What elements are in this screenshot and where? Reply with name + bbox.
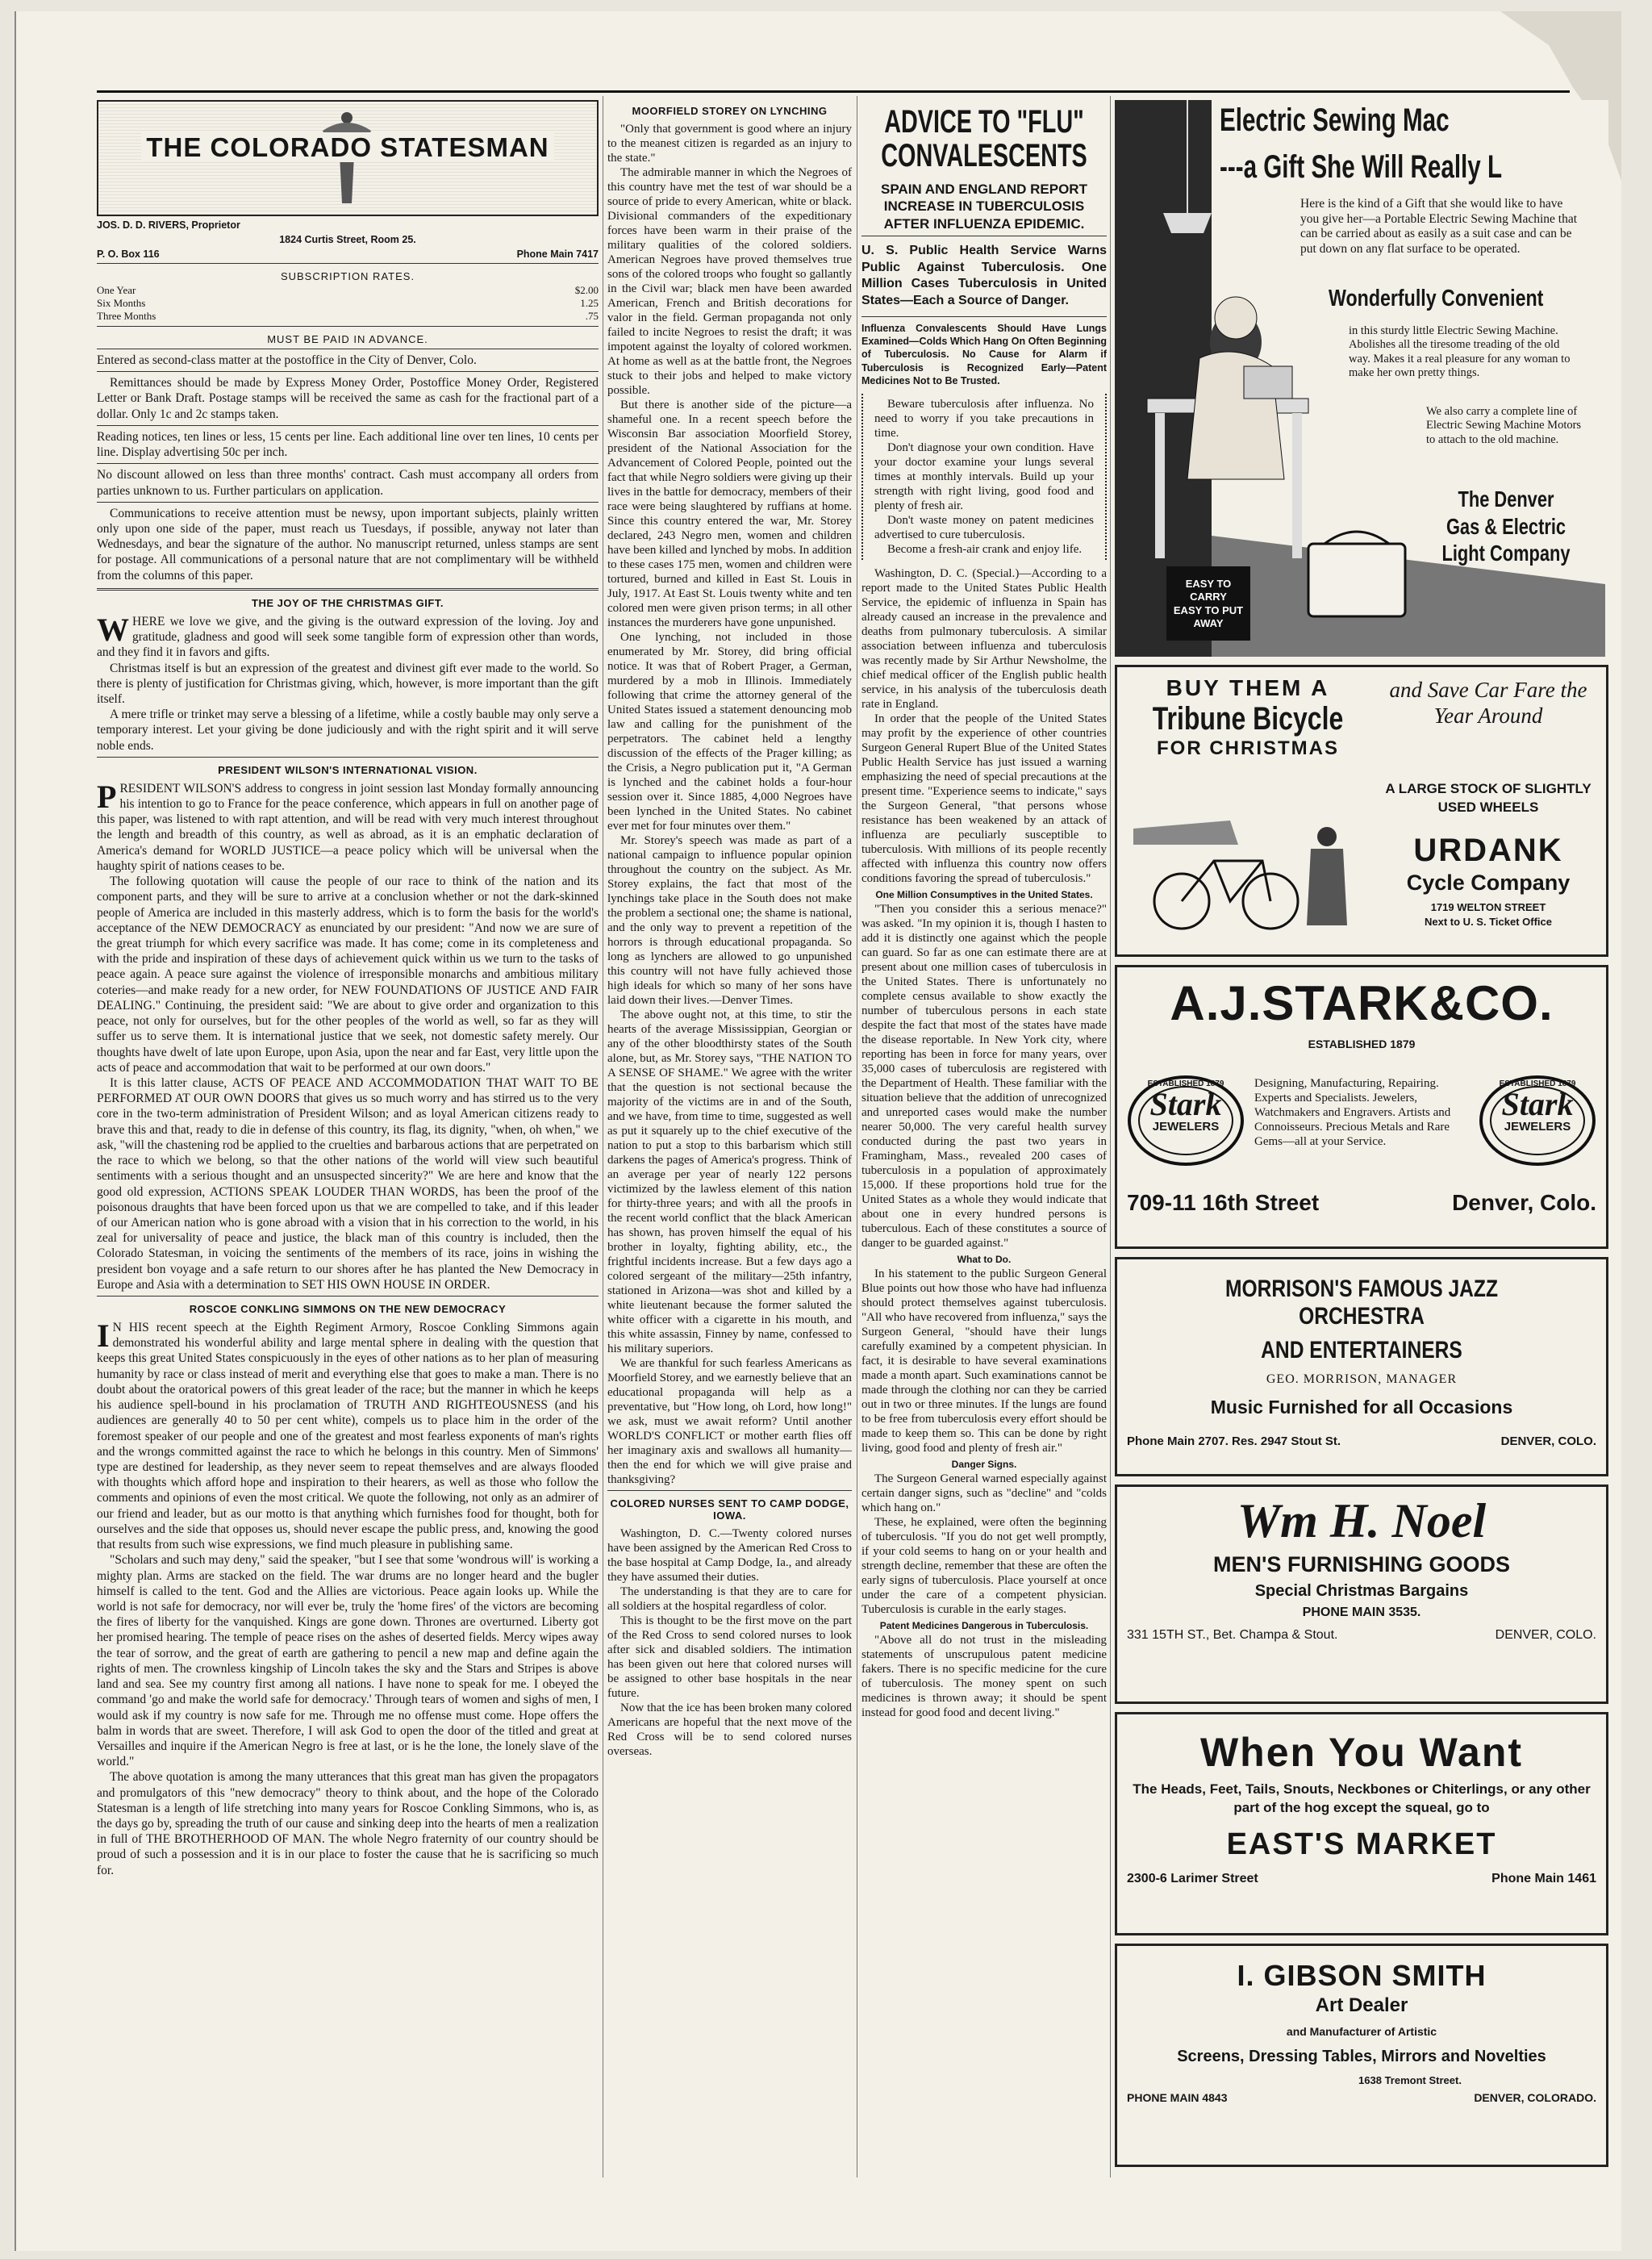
discount-notice: No discount allowed on less than three months' contract. Cash must accompany all orders from parties unknown to us. Further particulars on application.	[97, 468, 599, 498]
masthead-title: THE COLORADO STATESMAN	[141, 132, 553, 162]
advice-item: Don't diagnose your own condition. Have your doctor examine your lungs several times at monthly intervals. Build up your strength with right living, good food and plenty of fresh air.	[874, 441, 1094, 513]
simmons-para: "Scholars and such may deny," said the speaker, "but I see that some 'wondrous will' is working a mighty plan. Arms are stacked on the field. The war drums are no longer heard and the bugler himself is called to the tent. God and the Allies are victorious. Peace again looks up. While the world is not safe for democracy, nor will ever be, truly the 'home fires' of the victors are becoming the fires of liberty for the vanquished. Kings are gone down. Thrones are overturned. Liberty got her promised hearing. The temple of peace rises on the ashes of deserted fields. Mercy wipes away the tear of sorrow, and the great of earth are gathering to pencil a new map and define again the rights of men. The crownless kingship of Lincoln takes the sky and the Stars and Stripes is above land and sea. See my country first among all nations. I have none to speak for me. I obeyed the command 'go and make the world safe for democracy.' Through tears of women and sighs of men, I would ask if my country is now safe for me. Through me no offense must come. Hope offers the balm in words that are sweet. Therefore, I will ask God to open the door of the titled and great at Versailles and inquire if the American Negro is free at last, or is he the lone, the lonely slave of the world."	[97, 1553, 599, 1769]
proprietor: JOS. D. D. RIVERS, Proprietor	[97, 219, 240, 231]
noel-bargains: Special Christmas Bargains	[1254, 1582, 1469, 1600]
bicycle-address: 1719 WELTON STREET	[1430, 901, 1546, 913]
contact-row	[97, 248, 599, 260]
bicycle-dealer: URDANK	[1413, 833, 1563, 868]
gibson-contact: PHONE MAIN 4843 DENVER, COLORADO.	[1127, 2091, 1596, 2104]
simmons-para: The above quotation is among the many utterances that this great man has given the propagators and promulgators of this "new democracy" theory to think about, and the hope of the Colorado Statesman is a length of life stretching into many years for Roscoe Conkling Simmons, who is, as the days go by, spreading the truth of our cause and sinking deep into the hearts of men a realization in full of THE BROTHERHOOD OF MAN. The whole Negro fraternity of our country should be proud of such a possession and it is in our place to foster the cause that he is sacrificing so much for.	[97, 1770, 599, 1877]
storey-para: We are thankful for such fearless Americans as Moorfield Storey, and we earnestly believe that an educational propaganda will help as a preventative, but "How long, oh Lord, how long!" we ask, must we await reform? Until another WORLD'S CONFLICT or mother earth flies off her imaginary axis and swallows all humanity—then the end for which we will give praise and thanksgiving?	[607, 1357, 852, 1486]
easts-body: The Heads, Feet, Tails, Snouts, Neckbones or Chiterlings, or any other part of the hog except the squeal, go to	[1133, 1781, 1591, 1815]
gibson-smith-ad	[1115, 1944, 1608, 2167]
rate-row: One Year $2.00	[97, 284, 599, 296]
advice-item: Beware tuberculosis after influenza. No need to worry if you take precautions in time.	[874, 398, 1094, 441]
nurses-para: This is thought to be the first move on the part of the Red Cross to send colored nurses to look after sick and disabled soldiers. The intimation has been given out here that colored nurses will be assigned to other base hospitals in the near future.	[607, 1614, 852, 1700]
joy-heading: THE JOY OF THE CHRISTMAS GIFT.	[252, 596, 444, 609]
noel-signature: Wm H. Noel	[1237, 1494, 1487, 1547]
nurses-para: Now that the ice has been broken many colored Americans are hopeful that the next move of the Red Cross will be to send colored nurses overseas.	[607, 1702, 852, 1758]
flu-para: These, he explained, were often the beginning of tuberculosis. "If you do not get well promptly, if your cold seems to hang on or your health and strength decline, remember that these are often the early signs of tuberculosis. Place yourself at once under the care of a competent physician. Tuberculosis is curable in the early stages.	[861, 1516, 1107, 1617]
gibson-name: I. GIBSON SMITH	[1237, 1959, 1487, 1992]
stark-jewelers-ad	[1115, 965, 1608, 1249]
flu-para: In his statement to the public Surgeon General Blue points out how those who have had influenza should protect themselves against tuberculosis. "All who have recovered from influenza," says the Surgeon General, "should have their lungs carefully examined by a competent physician. In fact, it is desirable to have several examinations made a month apart. Such examinations cannot be made through the clothing nor can they be carried out in two or three minutes. If the lungs are found to be free from tuberculosis every effort should be made to keep them so. This can be done by right living, good food and plenty of fresh air."	[861, 1267, 1107, 1455]
easts-name: EAST'S MARKET	[1226, 1827, 1497, 1861]
simmons-para: IN HIS recent speech at the Eighth Regiment Armory, Roscoe Conkling Simmons again demonstrated his wonderful ability and large mental sphere in dealing with the question that keeps this great United States conspicuously in the eyes of other nations as to her plan of measuring humanity by race or class instead of merit and everything else that goes to make a man. There is no doubt about the oratorical powers of this great leader of the race; but the manner in which he keeps his audience spell-bound in his proclamation of TRUTH AND RIGHTEOUSNESS (and his audiences are generally 40 to 50 per cent white), compels us to place him in the order of the foremost speaker of our people and one of the greatest and most fearless exponents of man's rights and the wrongs committed against the race to which he belongs in this country. Men of Simmons' type are destined for leadership, as they never seem to repeat themselves and are always flooded with thoughts which afford hope and inspiration to their hearers, as well as those who follow the comments and opinions of even the most critical. We quote the following, not only as an admirer of our friend and leader, but as our motto is that anything which furnishes food for thought, both for ourselves and the side that opposes us, should never escape the public press, and, knowing the good that results from such wise expressions, we find much pleasure in publishing same.	[97, 1317, 599, 1552]
storey-para: The admirable manner in which the Negroes of this country have met the test of war should be a source of pride to every American, white or black. Divisional commanders of the expeditionary forces have been warm in their praise of the military qualities of the colored soldiers. American Negroes have proved themselves true sons of the colored troops who fought so gallantly in the Civil war; black men have been awarded American, French and British decorations for valor in the field. German propaganda not only failed to incite Negroes to resist the draft; it was impotent against the loyalty of colored workmen. At home as well as at the battle front, the Negroes stuck to their jobs and helped to make victory possible.	[607, 166, 852, 397]
morrison-title: AND ENTERTAINERS	[1261, 1337, 1462, 1363]
bicycle-line: BUY THEM A	[1166, 675, 1330, 700]
nurses-para: The understanding is that they are to care for all soldiers at the hospital regardless of color.	[607, 1585, 852, 1613]
bicycle-ad	[1115, 665, 1608, 957]
storey-heading: MOORFIELD STOREY ON LYNCHING	[632, 105, 828, 117]
easts-contact: 2300-6 Larimer Street Phone Main 1461	[1127, 1871, 1596, 1885]
top-rule	[97, 90, 1570, 93]
morrison-contact: Phone Main 2707. Res. 2947 Stout St. DENVER, COLO.	[1127, 1434, 1596, 1448]
office-address: 1824 Curtis Street, Room 25.	[279, 234, 416, 245]
flu-para: "Then you consider this a serious menace?" was asked. "In my opinion it is, though I hasten to add it is distinctly one against which the people can guard. So far as one can estimate there are at present about one million cases of tuberculosis in the United States. There is unfortunately no complete census available to show exactly the number of tuberculous persons in each state despite the fact that most of the states have made the disease reportable. In New York city, where reporting has been in force for many years, over 35,000 cases of tuberculosis are registered with the Department of Health. These familiar with the situation believe that the addition of unrecognized and unreported cases would make the number nearer 50,000. The very careful health survey conducted during the past two years in Framingham, Mass., revealed 200 cases of tuberculosis in a population of approximately 15,000. If these proportions hold true for the United States as a whole they would indicate that about one in every hundred persons is tuberculous. Each of these constitutes a source of danger to be guarded against."	[861, 903, 1107, 1251]
sewing-body: Here is the kind of a Gift that she would like to have you give her—a Portable Electric Sewing Machine that can be carried about as easily as a suit case and can be put down on any flat surface to be operated.	[1300, 197, 1578, 256]
gibson-products: Screens, Dressing Tables, Mirrors and Novelties	[1177, 2048, 1546, 2065]
sewing-title: ---a Gift She Will Really L	[1220, 149, 1503, 185]
stark-name: A.J.STARK&CO.	[1170, 976, 1554, 1030]
newspaper-page	[15, 11, 1621, 2251]
easts-headline: When You Want	[1199, 1730, 1524, 1775]
stark-established: ESTABLISHED 1879	[1308, 1038, 1416, 1050]
simmons-heading: ROSCOE CONKLING SIMMONS ON THE NEW DEMOCRACY	[189, 1303, 507, 1316]
morrison-manager: GEO. MORRISON, MANAGER	[1266, 1372, 1458, 1386]
lynching-column	[607, 100, 852, 2173]
bicycle-company: Cycle Company	[1406, 871, 1571, 895]
bicycle-tagline: and Save Car Fare the Year Around	[1389, 678, 1587, 729]
flu-subhead: SPAIN AND ENGLAND REPORT INCREASE IN TUBERCULOSIS AFTER INFLUENZA EPIDEMIC.	[881, 182, 1087, 232]
gibson-sub: and Manufacturer of Artistic	[1286, 2025, 1437, 2038]
stark-city: Denver, Colo.	[1452, 1190, 1596, 1215]
editorial-column	[97, 100, 599, 2173]
rate-row: Six Months 1.25	[97, 297, 599, 309]
bicycle-line: FOR CHRISTMAS	[1157, 737, 1339, 759]
storey-para: But there is another side of the picture—a shameful one. In a recent speech before the Wisconsin Bar association Moorfield Storey, president of the National Association for the Advancement of Colored People, pointed out the fact that while Negro soldiers were giving up their lives in the battle for democracy, members of their race were being slaughtered by ruffians at home. Since this country entered the war, Mr. Storey declared, 243 Negro men, women and children have been killed and lynched by mobs. In addition to these cases 175 men, women and children were tortured, burned and killed in East St. Louis in July, 1917. At East St. Louis twenty white and ten colored men were given prison terms; in all other instances the murderers have gone unpunished.	[607, 399, 852, 629]
flu-para: In order that the people of the United States may profit by the experience of other countries Surgeon General Rupert Blue of the United States Public Health Service has just issued a warning emphasizing the need of special precautions at the present time. "Experience seems to indicate," says the Surgeon General, "that persons whose resistance has been weakened by an attack of influenza are peculiarly susceptible to tuberculosis. With millions of its people recently affected with influenza this country now offers conditions favoring the spread of tuberculosis."	[861, 712, 1107, 886]
flu-subhead-3: Influenza Convalescents Should Have Lungs Examined—Colds Which Hang On Often Beginning of Tuberculosis. No Cause for Alarm if Tuberculosis is Recognized Early—Patent Medicines Not to Be Trusted.	[861, 322, 1107, 386]
subscription-heading: SUBSCRIPTION RATES.	[280, 270, 415, 282]
flu-sidehead: Danger Signs.	[951, 1459, 1017, 1471]
flu-column	[861, 100, 1107, 2173]
stark-body: Designing, Manufacturing, Repairing. Experts and Specialists. Jewelers, Watchmakers and Engravers. Artists and Connoisseurs. Precious Metals and Rare Gems—all at your Service.	[1254, 1077, 1451, 1148]
po-box: P. O. Box 116	[97, 248, 160, 260]
flu-sidehead: One Million Consumptives in the United States.	[875, 889, 1093, 901]
easts-market-ad	[1115, 1712, 1608, 1935]
gibson-title: Art Dealer	[1315, 1994, 1408, 2016]
flu-headline: ADVICE TO "FLU" CONVALESCENTS	[881, 104, 1087, 173]
noel-phone: PHONE MAIN 3535.	[1302, 1606, 1421, 1619]
communications-notice: Communications to receive attention must be newsy, upon important subjects, plainly written only upon one side of the paper, must reach us Tuesdays, if possible, anyway not later than Wednesdays, and bear the signature of the author. No manuscript returned, unless stamps are sent for postage. All communications of a personal nature that are not complimentary will be withheld from the columns of this paper.	[97, 506, 599, 582]
rate-row: Three Months .75	[97, 310, 599, 322]
stark-address: 709-11 16th Street	[1127, 1190, 1320, 1215]
storey-para: One lynching, not included in those enumerated by Mr. Storey, did bring official notice. It was that of Robert Prager, a German, murdered by a mob in Illinois. Immediately following that crime the attorney general of the United States issued a statement denouncing mob law and calling for the punishment of the perpetrators. The cabinet held a lengthy discussion of the effects of the Prager killing; as the Crisis, a Negro publication put it, "A German is lynched and the cabinet holds a four-hour session over it. Since 1885, 4,000 Negroes have been lynched in the United States. No cabinet ever met for four minutes over them."	[607, 631, 852, 833]
case-label: EASY TO CARRY EASY TO PUT AWAY	[1173, 578, 1244, 629]
flu-para: The Surgeon General warned especially against certain danger signs, such as "decline" and "colds which hang on."	[861, 1472, 1107, 1515]
entered-notice: Entered as second-class matter at the postoffice in the City of Denver, Colo.	[97, 353, 477, 367]
sewing-company: The Denver Gas & Electric Light Company	[1441, 486, 1571, 566]
bicycle-stock: A LARGE STOCK OF SLIGHTLY USED WHEELS	[1385, 781, 1592, 815]
sewing-machine-ad	[1115, 100, 1608, 657]
bicycle-brand: Tribune Bicycle	[1152, 701, 1344, 737]
sewing-subhead: Wonderfully Convenient	[1329, 286, 1544, 311]
advice-item: Don't waste money on patent medicines advertised to cure tuberculosis.	[874, 514, 1094, 542]
column-rule	[1110, 96, 1111, 2178]
joy-para: WHERE we love we give, and the giving is the outward expression of the loving. Joy and gratitude, gladness and good will seek some tangible form of expression other than words, and they find it in favors and gifts.	[97, 611, 599, 660]
vision-heading: PRESIDENT WILSON'S INTERNATIONAL VISION.	[218, 763, 478, 776]
remittance-notice: Remittances should be made by Express Money Order, Postoffice Money Order, Registered Letter or Bank Draft. Postage stamps will be received the same as cash for the fractional part of a dollar. Only 1c and 2c stamps taken.	[97, 376, 599, 421]
publisher-row	[97, 219, 599, 231]
flu-para: "Above all do not trust in the misleading statements of unscrupulous patent medicine fakers. There is no specific medicine for the cure of tuberculosis. The money spent on such medicines is thrown away; it should be spent instead for good food and decent living."	[861, 1634, 1107, 1720]
stark-seal-text: ESTABLISHED 1879 Stark JEWELERS	[1499, 1079, 1576, 1134]
flu-sidehead: What to Do.	[957, 1254, 1012, 1266]
morrison-title: MORRISON'S FAMOUS JAZZ ORCHESTRA	[1225, 1276, 1498, 1330]
vision-para: The following quotation will cause the people of our race to think of the nation and its component parts, and they will be sure to arrive at a conclusion whether or not the dark-skinned people of America are included in this masterly address, which is to form the basis for the world's acceptance of the NEW DEMOCRACY as enunciated by our president: "And now we are sure of the great triumph for which every sacrifice was made. It has come; come in its completeness and with the pride and inspiration of these days of achievement quick within us we turn to the tasks of peace again. A peace sure against the violence of irresponsible monarchs and ambitious military coteries—and make ready for a new order, for NEW FOUNDATIONS OF JUSTICE AND FAIR DEALING." Continuing, the president said: "We are about to give order and organization to this peace, not only for ourselves, but for the other peoples of the world as well, so far as they will suffer us to serve them. It is international justice that we seek, not domestic safety merely. Our thoughts have dwelt of late upon Europe, upon Asia, upon the near and far East, very little upon the acts of peace and accommodation that wait to be performed at our own doors."	[97, 875, 599, 1075]
phone: Phone Main 7417	[516, 248, 599, 260]
address-row	[97, 234, 599, 245]
flu-subhead-2: U. S. Public Health Service Warns Public Against Tuberculosis. One Million Cases Tuberculosis in United States—Each a Source of Danger.	[861, 243, 1107, 308]
joy-para: A mere trifle or trinket may serve a blessing of a lifetime, while a costly bauble may only serve a temporary interest. Let your giving be done judiciously and with the right spirit and it will serve noble ends.	[97, 708, 599, 753]
storey-para: "Only that government is good where an injury to the meanest citizen is regarded as an injury to the state."	[607, 123, 852, 165]
vision-para: It is this latter clause, ACTS OF PEACE AND ACCOMMODATION THAT WAIT TO BE PERFORMED AT OUR OWN DOORS that gives us so much worry and has stirred us to the very core in the two-term administration of President Wilson; and as loyal American citizens ready to brave this and that, ready to die in defense of this country, its flag, its dignity, "when, oh when," we ask, "will the chastening rod be applied to the cruelties and barbarous actions that are perpetrated on the race to which we belong, so that the other nations of the world will view such beautiful sentiments with a serious thought and an unsuspected sincerity?" We are here and know that the good old expression, ACTIONS SPEAK LOUDER THAN WORDS, has been the proof of the poisonous draughts that have been forced upon us that we are compelled to take, and if this leader of our American nation who is gone abroad with a vision that in his correction to the world, in his zeal for universality of peace and justice, the black man of this country is included, then the Colorado Statesman, in voicing the sentiments of the members of its race, joins in wishing the president bon voyage and a safe return to our shores after he has planted the New Democracy in Europe and Asia with a determination to SET HIS OWN HOUSE IN ORDER.	[97, 1075, 599, 1292]
sewing-title: Electric Sewing Mac	[1220, 102, 1450, 138]
advice-item: Become a fresh-air crank and enjoy life.	[887, 543, 1083, 557]
noel-address-row: 331 15TH ST., Bet. Champa & Stout. DENVER, COLO.	[1127, 1628, 1596, 1642]
morrison-orchestra-ad	[1115, 1257, 1608, 1476]
reading-rates: Reading notices, ten lines or less, 15 cents per line. Each additional line over ten lines, 10 cents per line. Display advertising 50c per inch.	[97, 429, 599, 460]
ads-column	[1115, 100, 1608, 2182]
vision-para: PRESIDENT WILSON'S address to congress in joint session last Monday formally announcing his intention to go to France for the peace conference, which appears in full on another page of this paper, was listened to with rapt attention, and will be read with very much interest throughout the length and breadth of this country, as well as abroad, as it is an emphatic declaration of America's demand for WORLD JUSTICE—a peace policy which will be universal when the haughty spirit of nations ceases to be.	[97, 778, 599, 873]
noel-furnishing-ad	[1115, 1484, 1608, 1704]
stark-seal-text: ESTABLISHED 1879 Stark JEWELERS	[1147, 1079, 1224, 1134]
nurses-para: Washington, D. C.—Twenty colored nurses have been assigned by the American Red Cross to the base hospital at Camp Dodge, Ia., and already they have assumed their duties.	[607, 1527, 852, 1584]
nurses-heading: COLORED NURSES SENT TO CAMP DODGE, IOWA.	[610, 1497, 849, 1522]
flu-sidehead: Patent Medicines Dangerous in Tuberculosis.	[879, 1620, 1089, 1632]
advance-notice: MUST BE PAID IN ADVANCE.	[267, 333, 428, 345]
flu-advice-box	[861, 394, 1107, 560]
storey-para: The above ought not, at this time, to stir the hearts of the average Mississippian, Georgian or any of the other bloodthirsty states of the South alone, but, as Mr. Storey says, "THE NATION TO A SENSE OF SHAME." We agree with the writer that the question is not sectional because the majority of the victims are in and of the South, and we have, from time to time, suggested as well as put it squarely up to the chief executive of the nation to put a stop to this barbarism which still darkens the pages of America's progress. Think of an average per year of nearly 122 persons victimized by the lawless element of this nation for thirty-three years; and with all the proofs in the recent world conflict that the black American has shown, has proven himself the equal of his brother in loyalty, fighting ability, etc., the frightful incidents increase. But a few days ago a colored sergeant of the military—25th infantry, stationed in Arizona—was shot and killed by a white lieutenant because the former saluted the white officer with a cigarette in his mouth, and this white assassin, Finney by name, confessed to his military superiors.	[607, 1008, 852, 1355]
morrison-tagline: Music Furnished for all Occasions	[1210, 1397, 1513, 1418]
masthead	[97, 100, 599, 216]
joy-para: Christmas itself is but an expression of the greatest and divinest gift ever made to the world. So there is plenty of justification for Christmas giving, which, however, is more important than the gift itself.	[97, 661, 599, 706]
storey-para: Mr. Storey's speech was made as part of a national campaign to influence popular opinion throughout the country on the subject. As Mr. Storey explains, the fact that most of the lynchings take place in the South does not make the problem a sectional one; the shame is national, and the only way to prevent a repetition of the horrors is through educational propaganda. So long as lynchers are allowed to go unpunished this country will not have fully achieved those high ideals for which so many of her sons have laid down their lives.—Denver Times.	[607, 834, 852, 1007]
bicycle-address: Next to U. S. Ticket Office	[1425, 916, 1552, 928]
sewing-body: in this sturdy little Electric Sewing Machine. Abolishes all the tiresome treading of the old way. Makes it a real pleasure for any woman to make her own pretty things.	[1349, 324, 1571, 380]
gibson-address: 1638 Tremont Street.	[1358, 2074, 1462, 2086]
flu-para: Washington, D. C. (Special.)—According to a report made to the United States Public Health Service, the epidemic of influenza in Spain has already caused an increase in the prevalence and deaths from pulmonary tuberculosis. A similar association between influenza and tuberculosis was recently made by Sir Arthur Newsholme, the chief medical officer of the English public health service, in his analysis of the tuberculosis death rate in England.	[861, 567, 1107, 712]
noel-title: MEN'S FURNISHING GOODS	[1213, 1552, 1510, 1576]
sewing-body: We also carry a complete line of Electric Sewing Machine Motors to attach to the old machine.	[1426, 405, 1582, 446]
bicycle-illustration	[1133, 812, 1367, 933]
